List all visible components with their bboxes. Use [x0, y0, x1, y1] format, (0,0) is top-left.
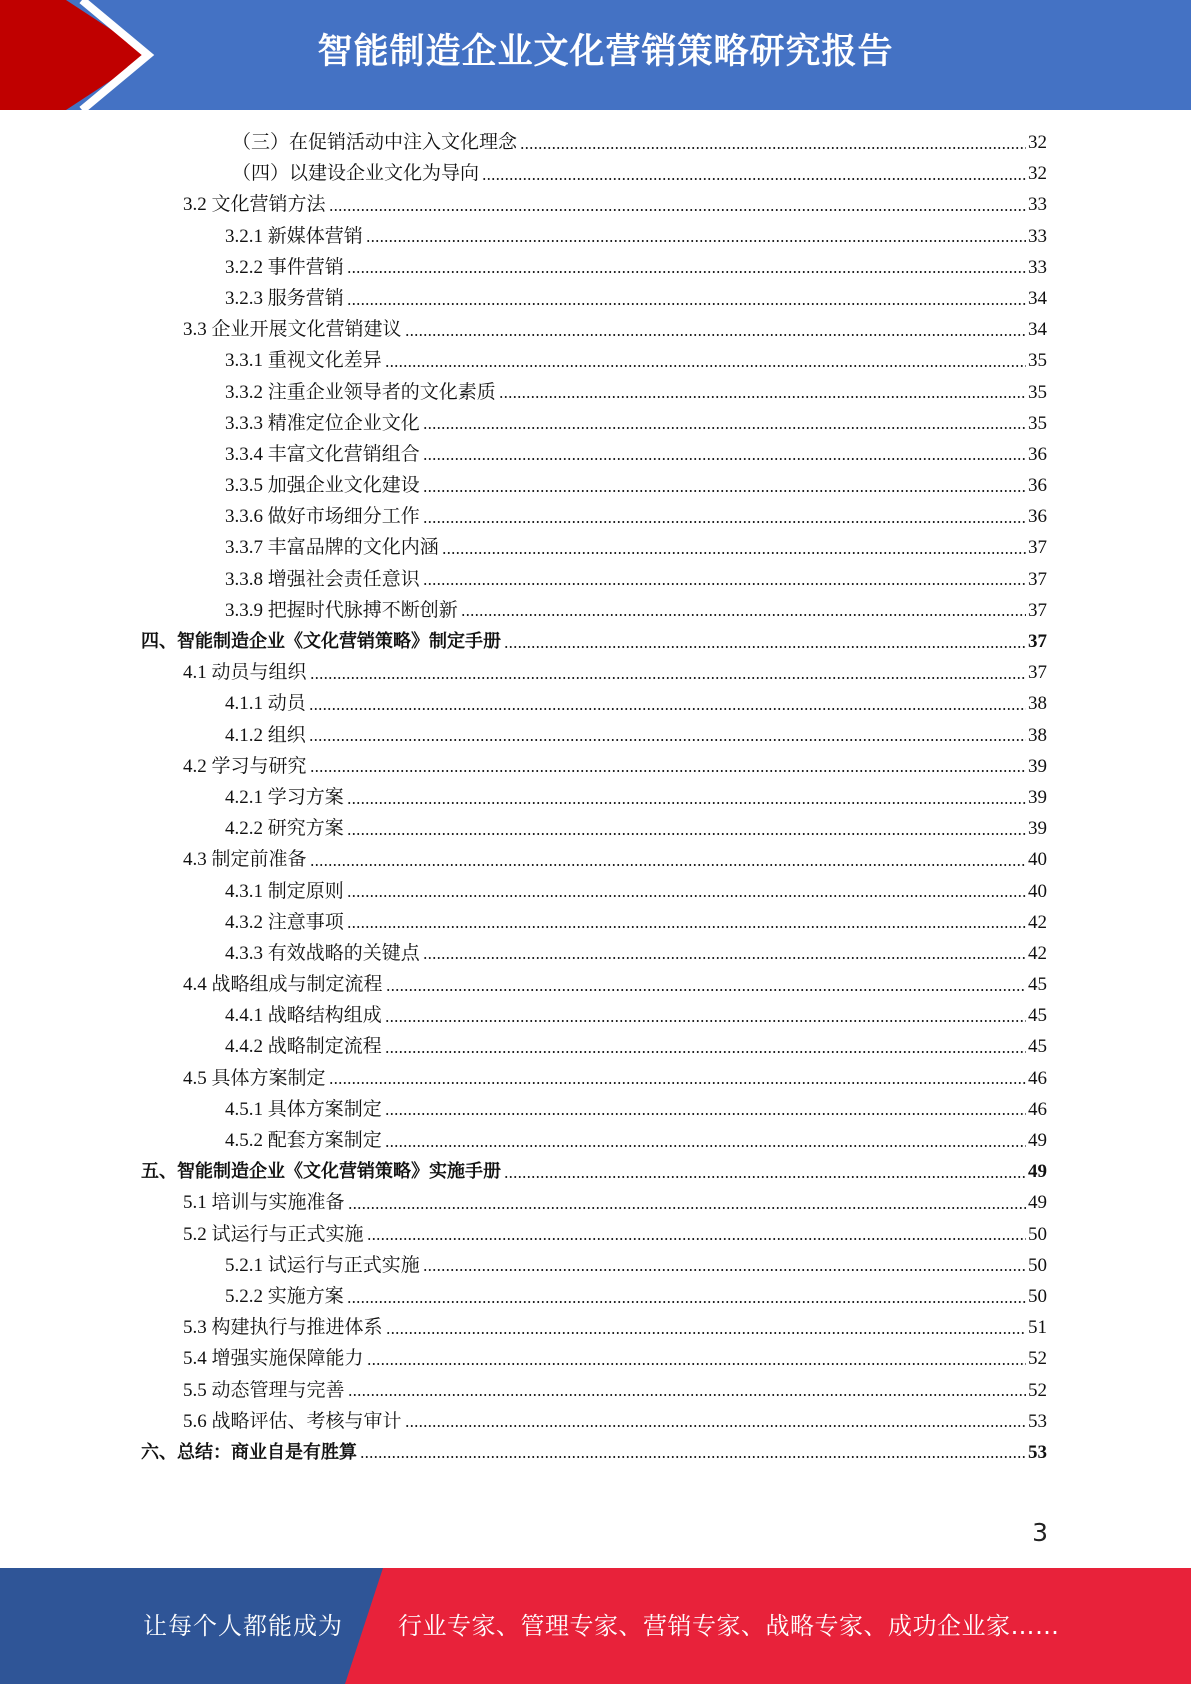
toc-entry[interactable] [0, 1250, 1191, 1281]
toc-entry-title: 5.2.2 实施方案 [225, 1285, 344, 1307]
toc-entry-title: 4.1.2 组织 [225, 724, 306, 746]
toc-entry[interactable] [0, 1031, 1191, 1062]
toc-entry-page: 40 [1028, 880, 1047, 902]
dot-leader [385, 1145, 1026, 1147]
toc-entry[interactable] [0, 221, 1191, 252]
toc-entry-title: （四）以建设企业文化为导向 [232, 163, 480, 185]
dot-leader [347, 833, 1026, 835]
toc-entry-page: 50 [1028, 1223, 1047, 1245]
toc-entry[interactable] [0, 1406, 1191, 1437]
dot-leader [310, 677, 1026, 679]
toc-entry-title: 3.3 企业开展文化营销建议 [183, 319, 402, 341]
dot-leader [423, 957, 1026, 959]
toc-entry[interactable] [0, 1156, 1191, 1187]
toc-entry-page: 34 [1028, 287, 1047, 309]
dot-leader [423, 427, 1026, 429]
toc-entry-title: 3.2.1 新媒体营销 [225, 225, 363, 247]
dot-leader [347, 926, 1026, 928]
toc-entry[interactable] [0, 1219, 1191, 1250]
toc-entry-title: 5.2 试运行与正式实施 [183, 1223, 364, 1245]
page-header [0, 0, 1191, 110]
toc-entry[interactable] [0, 1063, 1191, 1094]
toc-entry[interactable] [0, 189, 1191, 220]
dot-leader [423, 583, 1026, 585]
toc-entry-page: 45 [1028, 1036, 1047, 1058]
toc-entry[interactable] [0, 408, 1191, 439]
toc-entry-title: 4.3.1 制定原则 [225, 880, 344, 902]
toc-entry-title: 4.5.1 具体方案制定 [225, 1098, 382, 1120]
toc-entry-title: 5.4 增强实施保障能力 [183, 1348, 364, 1370]
footer-slogan-left: 让每个人都能成为 [143, 1612, 343, 1640]
dot-leader [347, 271, 1026, 273]
toc-entry-page: 45 [1028, 1005, 1047, 1027]
toc-entry-page: 34 [1028, 319, 1047, 341]
toc-entry-title: 五、智能制造企业《文化营销策略》实施手册 [141, 1161, 501, 1183]
toc-entry[interactable] [0, 1094, 1191, 1125]
toc-entry[interactable] [0, 657, 1191, 688]
dot-leader [310, 864, 1026, 866]
toc-entry-title: 4.5 具体方案制定 [183, 1067, 326, 1089]
toc-entry-page: 36 [1028, 506, 1047, 528]
dot-leader [385, 1051, 1026, 1053]
toc-entry-page: 35 [1028, 381, 1047, 403]
toc-entry-title: 3.3.7 丰富品牌的文化内涵 [225, 537, 439, 559]
toc-entry-title: 3.3.5 加强企业文化建设 [225, 475, 420, 497]
toc-entry-page: 32 [1028, 132, 1047, 153]
toc-entry-title: 3.2 文化营销方法 [183, 194, 326, 216]
toc-entry-title: 3.3.1 重视文化差异 [225, 350, 382, 372]
dot-leader [329, 1082, 1026, 1084]
toc-entry-page: 53 [1028, 1410, 1047, 1432]
dot-leader [461, 614, 1026, 616]
toc-entry-page: 37 [1028, 631, 1047, 652]
toc-entry-title: 3.3.4 丰富文化营销组合 [225, 443, 420, 465]
toc-entry[interactable] [0, 1312, 1191, 1343]
toc-entry[interactable] [0, 876, 1191, 907]
dot-leader [504, 1176, 1026, 1178]
toc-entry-title: 4.1.1 动员 [225, 693, 306, 715]
dot-leader [309, 708, 1026, 710]
toc-entry[interactable] [0, 938, 1191, 969]
toc-entry-page: 42 [1028, 942, 1047, 964]
toc-entry[interactable] [0, 1187, 1191, 1218]
toc-entry-page: 37 [1028, 568, 1047, 590]
dot-leader [310, 770, 1026, 772]
toc-entry-page: 37 [1028, 662, 1047, 684]
toc-entry[interactable] [0, 626, 1191, 657]
toc-entry[interactable] [0, 564, 1191, 595]
toc-entry-page: 35 [1028, 350, 1047, 372]
toc-entry-title: 4.3 制定前准备 [183, 849, 307, 871]
toc-entry[interactable] [0, 782, 1191, 813]
toc-entry[interactable] [0, 158, 1191, 189]
toc-entry-title: 3.2.3 服务营销 [225, 287, 344, 309]
page-number: 3 [1032, 1518, 1048, 1547]
toc-entry[interactable] [0, 532, 1191, 563]
toc-entry-title: 5.3 构建执行与推进体系 [183, 1317, 383, 1339]
toc-entry-title: 5.6 战略评估、考核与审计 [183, 1410, 402, 1432]
dot-leader [347, 303, 1026, 305]
dot-leader [347, 1301, 1026, 1303]
toc-entry-page: 36 [1028, 443, 1047, 465]
dot-leader [423, 490, 1026, 492]
table-of-contents [0, 127, 1191, 1468]
toc-entry-title: 4.3.3 有效战略的关键点 [225, 942, 420, 964]
toc-entry[interactable] [0, 439, 1191, 470]
toc-entry[interactable] [0, 844, 1191, 875]
toc-entry-title: 4.2 学习与研究 [183, 755, 307, 777]
page-footer [0, 1568, 1191, 1684]
toc-entry[interactable] [0, 751, 1191, 782]
dot-leader [329, 209, 1026, 211]
toc-entry-page: 49 [1028, 1192, 1047, 1214]
toc-entry-page: 52 [1028, 1379, 1047, 1401]
toc-entry[interactable] [0, 1000, 1191, 1031]
toc-entry-page: 45 [1028, 974, 1047, 996]
toc-entry-page: 49 [1028, 1130, 1047, 1151]
toc-entry-page: 46 [1028, 1098, 1047, 1120]
toc-entry-page: 53 [1028, 1441, 1047, 1463]
toc-entry[interactable] [0, 470, 1191, 501]
toc-entry-title: 3.3.3 精准定位企业文化 [225, 412, 420, 434]
dot-leader [405, 1425, 1026, 1427]
toc-entry[interactable] [0, 688, 1191, 719]
dot-leader [347, 802, 1026, 804]
toc-entry-title: 3.3.6 做好市场细分工作 [225, 506, 420, 528]
toc-entry-page: 37 [1028, 537, 1047, 559]
dot-leader [385, 1020, 1026, 1022]
toc-entry[interactable] [0, 377, 1191, 408]
dot-leader [442, 552, 1026, 554]
dot-leader [499, 396, 1026, 398]
toc-entry-page: 39 [1028, 755, 1047, 777]
toc-entry-title: 四、智能制造企业《文化营销策略》制定手册 [141, 631, 501, 652]
toc-entry[interactable] [0, 501, 1191, 532]
toc-entry[interactable] [0, 907, 1191, 938]
toc-entry-page: 33 [1028, 194, 1047, 216]
toc-entry-page: 33 [1028, 256, 1047, 278]
toc-entry[interactable] [0, 314, 1191, 345]
toc-entry-page: 49 [1028, 1161, 1047, 1183]
toc-entry-page: 50 [1028, 1285, 1047, 1307]
toc-entry[interactable] [0, 127, 1191, 158]
dot-leader [386, 1332, 1026, 1334]
toc-entry-title: 4.4 战略组成与制定流程 [183, 974, 383, 996]
toc-entry[interactable] [0, 595, 1191, 626]
dot-leader [423, 1269, 1026, 1271]
dot-leader [386, 989, 1026, 991]
dot-leader [367, 1238, 1026, 1240]
dot-leader [482, 178, 1026, 180]
toc-entry-title: （三）在促销活动中注入文化理念 [232, 132, 518, 153]
dot-leader [405, 334, 1026, 336]
toc-entry-title: 4.5.2 配套方案制定 [225, 1130, 382, 1151]
toc-entry-title: 4.1 动员与组织 [183, 662, 307, 684]
dot-leader [520, 147, 1026, 149]
toc-entry-page: 36 [1028, 475, 1047, 497]
toc-entry-title: 3.3.2 注重企业领导者的文化素质 [225, 381, 496, 403]
dot-leader [347, 895, 1026, 897]
toc-entry-page: 40 [1028, 849, 1047, 871]
dot-leader [385, 1113, 1026, 1115]
toc-entry-page: 37 [1028, 599, 1047, 621]
dot-leader [367, 1363, 1026, 1365]
toc-entry-page: 39 [1028, 818, 1047, 840]
toc-entry-page: 46 [1028, 1067, 1047, 1089]
toc-entry[interactable] [0, 283, 1191, 314]
report-title: 智能制造企业文化营销策略研究报告 [317, 32, 894, 72]
toc-entry-page: 52 [1028, 1348, 1047, 1370]
toc-entry[interactable] [0, 720, 1191, 751]
dot-leader [348, 1207, 1026, 1209]
dot-leader [504, 646, 1026, 648]
toc-entry-title: 六、总结：商业自是有胜算 [141, 1441, 357, 1463]
toc-entry[interactable] [0, 345, 1191, 376]
toc-entry-title: 4.4.2 战略制定流程 [225, 1036, 382, 1058]
dot-leader [385, 365, 1026, 367]
toc-entry[interactable] [0, 969, 1191, 1000]
toc-entry[interactable] [0, 1125, 1191, 1156]
toc-entry-page: 39 [1028, 786, 1047, 808]
toc-entry-page: 33 [1028, 225, 1047, 247]
toc-entry[interactable] [0, 813, 1191, 844]
dot-leader [348, 1394, 1026, 1396]
toc-entry-title: 5.2.1 试运行与正式实施 [225, 1254, 420, 1276]
toc-entry-title: 4.4.1 战略结构组成 [225, 1005, 382, 1027]
toc-entry-title: 4.2.1 学习方案 [225, 786, 344, 808]
toc-entry-title: 3.3.9 把握时代脉搏不断创新 [225, 599, 458, 621]
dot-leader [366, 240, 1026, 242]
dot-leader [423, 458, 1026, 460]
toc-entry-title: 5.5 动态管理与完善 [183, 1379, 345, 1401]
dot-leader [423, 521, 1026, 523]
toc-entry-title: 3.2.2 事件营销 [225, 256, 344, 278]
toc-entry[interactable] [0, 1375, 1191, 1406]
toc-entry-title: 5.1 培训与实施准备 [183, 1192, 345, 1214]
toc-entry-page: 42 [1028, 911, 1047, 933]
toc-entry-page: 32 [1028, 163, 1047, 185]
toc-entry[interactable] [0, 1281, 1191, 1312]
toc-entry-title: 4.2.2 研究方案 [225, 818, 344, 840]
toc-entry[interactable] [0, 252, 1191, 283]
dot-leader [309, 739, 1026, 741]
toc-entry-page: 51 [1028, 1317, 1047, 1339]
toc-entry-page: 38 [1028, 693, 1047, 715]
footer-slogan-right: 行业专家、管理专家、营销专家、战略专家、成功企业家…… [398, 1612, 1060, 1640]
toc-entry[interactable] [0, 1437, 1191, 1468]
dot-leader [360, 1456, 1026, 1458]
toc-entry[interactable] [0, 1343, 1191, 1374]
toc-entry-page: 50 [1028, 1254, 1047, 1276]
toc-entry-title: 3.3.8 增强社会责任意识 [225, 568, 420, 590]
toc-entry-title: 4.3.2 注意事项 [225, 911, 344, 933]
toc-entry-page: 38 [1028, 724, 1047, 746]
toc-entry-page: 35 [1028, 412, 1047, 434]
